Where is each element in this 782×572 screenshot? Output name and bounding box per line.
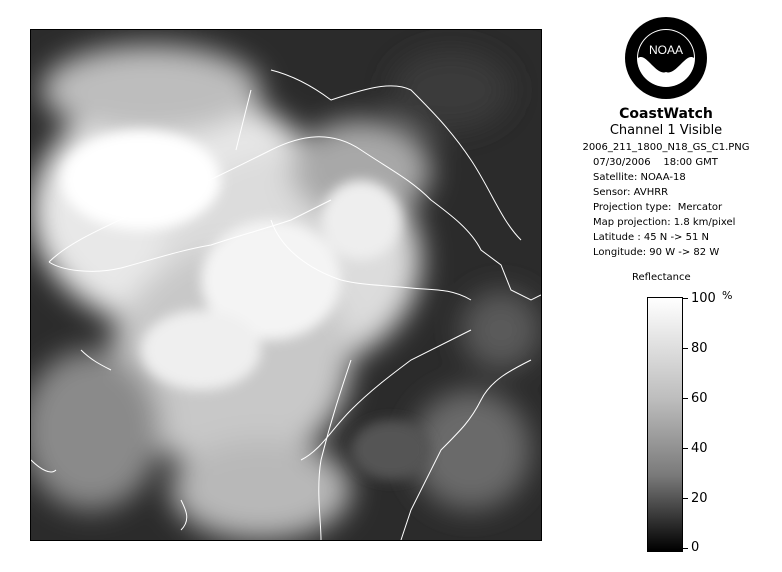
longitude-label: Longitude: 90 W -> 82 W [593, 247, 720, 258]
logo-text: NOAA [648, 43, 684, 57]
datetime-label: 07/30/2006 18:00 GMT [593, 157, 718, 168]
tick-label: 80 [691, 341, 708, 356]
channel-subtitle: Channel 1 Visible [609, 123, 723, 138]
satellite-image [31, 30, 541, 540]
tick-label: 40 [691, 441, 708, 456]
latitude-label: Latitude : 45 N -> 51 N [593, 232, 709, 243]
satellite-label: Satellite: NOAA-18 [593, 172, 686, 183]
metadata-block [560, 140, 772, 260]
sensor-label: Sensor: AVHRR [593, 187, 669, 198]
projection-type-label: Projection type: Mercator [593, 202, 723, 213]
map-projection-label: Map projection: 1.8 km/pixel [593, 217, 736, 228]
filename-label: 2006_211_1800_N18_GS_C1.PNG [582, 142, 750, 153]
tick-mark [682, 548, 688, 549]
reflectance-colorbar [647, 297, 683, 552]
tick-label: 20 [691, 491, 708, 506]
legend-unit: % [722, 289, 733, 302]
tick-mark [682, 298, 688, 299]
satellite-map [30, 29, 542, 541]
tick-mark [682, 348, 688, 349]
app-title: CoastWatch [619, 106, 713, 122]
legend-title: Reflectance [632, 272, 691, 283]
tick-label: 100 [691, 291, 716, 306]
tick-mark [682, 498, 688, 499]
tick-mark [682, 448, 688, 449]
tick-label: 60 [691, 391, 708, 406]
tick-label: 0 [691, 540, 700, 555]
tick-mark [682, 398, 688, 399]
noaa-logo [624, 16, 708, 100]
info-panel [560, 16, 772, 260]
